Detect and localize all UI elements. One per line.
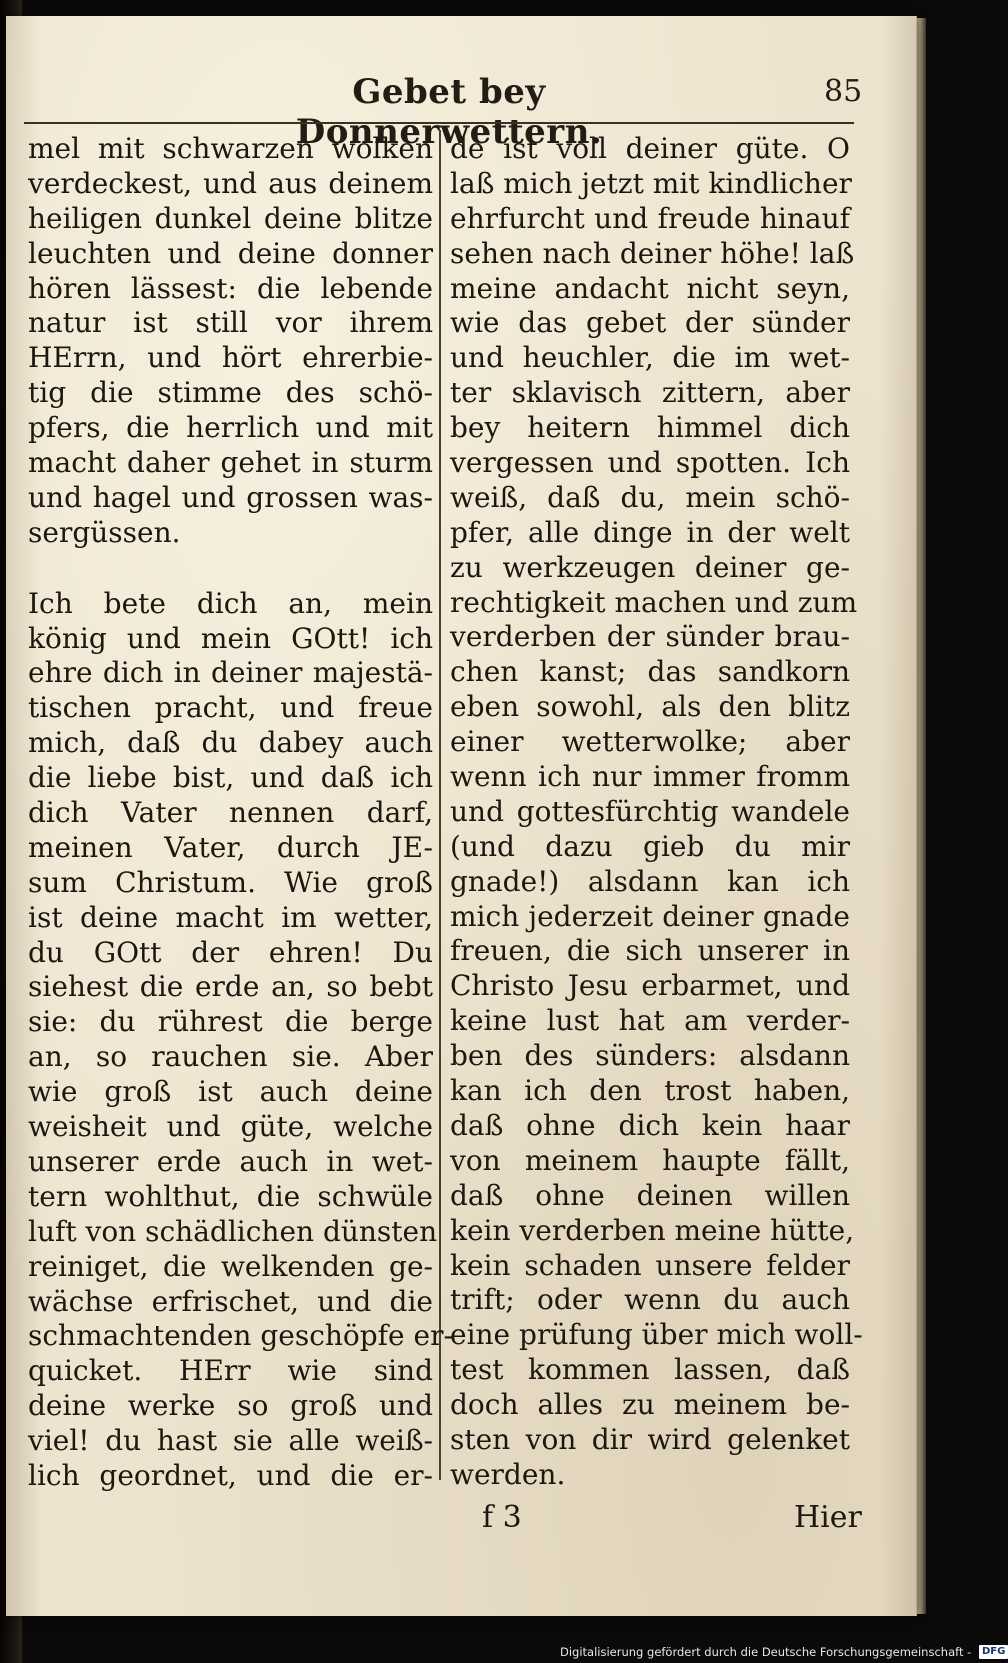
text-line: wenn ich nur immer fromm	[450, 760, 850, 794]
text-line: (und dazu gieb du mir	[450, 829, 850, 863]
text-line: vergessen und spotten. Ich	[450, 446, 850, 480]
text-line: leuchten und deine donner	[28, 236, 433, 270]
text-line: wächse erfrischet, und die	[28, 1284, 433, 1318]
text-line: daß ohne dich kein haar	[450, 1108, 850, 1142]
signature-mark: f 3	[482, 1500, 522, 1535]
text-line: siehest die erde an, so bebt	[28, 970, 433, 1004]
text-line: und hagel und grossen was-	[28, 480, 433, 514]
text-line: ehre dich in deiner majestä-	[28, 656, 433, 690]
column-divider	[439, 130, 441, 1480]
text-line: deine werke so groß und	[28, 1389, 433, 1423]
text-line: chen kanst; das sandkorn	[450, 655, 850, 689]
text-line: kein schaden unsere felder	[450, 1248, 850, 1282]
text-line: schmachtenden geschöpfe er-	[28, 1319, 453, 1353]
text-line: test kommen lassen, daß	[450, 1353, 850, 1387]
paragraph-2	[28, 586, 453, 1494]
catchword: Hier	[794, 1500, 862, 1535]
text-line: viel! du hast sie alle weiß-	[28, 1424, 433, 1458]
text-line: luft von schädlichen dünsten	[28, 1214, 438, 1248]
digitization-credit	[560, 1644, 1006, 1661]
text-line: sergüssen.	[28, 515, 181, 549]
paragraph-gap	[28, 551, 433, 587]
text-line: weisheit und güte, welche	[28, 1110, 433, 1144]
text-line: gnade!) alsdann kan ich	[450, 864, 850, 898]
dfg-logo-icon: DFG	[979, 1645, 1008, 1659]
text-line: rechtigkeit machen und zum	[450, 585, 858, 619]
text-line: bey heitern himmel dich	[450, 411, 850, 445]
text-line: ist deine macht im wetter,	[28, 900, 433, 934]
text-line: und gottesfürchtig wandele	[450, 794, 850, 828]
text-line: hören lässest: die lebende	[28, 271, 433, 305]
text-line: sie: du rührest die berge	[28, 1005, 433, 1039]
text-line: von meinem haupte fällt,	[450, 1143, 850, 1177]
text-line: zu werkzeugen deiner ge-	[450, 550, 850, 584]
text-line: de ist voll deiner güte. O	[450, 132, 850, 165]
page-number: 85	[824, 74, 863, 109]
text-line: du GOtt der ehren! Du	[28, 935, 433, 969]
text-line: laß mich jetzt mit kindlicher	[450, 166, 852, 200]
text-line: sehen nach deiner höhe! laß	[450, 236, 855, 270]
header-rule	[24, 122, 854, 124]
left-column	[28, 132, 453, 1494]
text-line: trift; oder wenn du auch	[450, 1283, 850, 1317]
text-line: ter sklavisch zittern, aber	[450, 376, 850, 410]
text-line: wie das gebet der sünder	[450, 306, 850, 340]
text-line: tig die stimme des schö-	[28, 376, 433, 410]
text-line: die liebe bist, und daß ich	[28, 761, 433, 795]
text-line: tischen pracht, und freue	[28, 691, 433, 725]
text-line: mich jederzeit deiner gnade	[450, 899, 850, 933]
text-line: macht daher gehet in sturm	[28, 446, 433, 480]
digitization-credit-text: Digitalisierung gefördert durch die Deutsche Forschungsgemeinschaft -	[560, 1644, 972, 1659]
running-title: Gebet bey Donnerwettern.	[295, 72, 603, 152]
paragraph-1	[28, 132, 433, 551]
text-line: weiß, daß du, mein schö-	[450, 480, 850, 514]
text-line: kein verderben meine hütte,	[450, 1213, 855, 1247]
text-line: mich, daß du dabey auch	[28, 726, 433, 760]
text-line: mel mit schwarzen wolken	[28, 132, 433, 165]
text-line: ehrfurcht und freude hinauf	[450, 201, 850, 235]
text-line: meinen Vater, durch JE-	[28, 830, 433, 864]
text-line: und heuchler, die im wet-	[450, 341, 850, 375]
page-footer	[24, 1500, 894, 1550]
text-line: einer wetterwolke; aber	[450, 725, 850, 759]
text-line: ben des sünders: alsdann	[450, 1039, 850, 1073]
text-line: tern wohlthut, die schwüle	[28, 1179, 433, 1213]
text-line: könig und mein GOtt! ich	[28, 621, 433, 655]
text-line: HErrn, und hört ehrerbie-	[28, 341, 433, 375]
text-line: wie groß ist auch deine	[28, 1075, 433, 1109]
text-line: pfer, alle dinge in der welt	[450, 515, 850, 549]
text-line: verderben der sünder brau-	[450, 620, 850, 654]
text-line: daß ohne deinen willen	[450, 1178, 850, 1212]
text-line: heiligen dunkel deine blitze	[28, 201, 433, 235]
text-line: natur ist still vor ihrem	[28, 306, 433, 340]
text-line: unserer erde auch in wet-	[28, 1144, 433, 1178]
text-line: eben sowohl, als den blitz	[450, 690, 850, 724]
text-line: sten von dir wird gelenket	[450, 1422, 850, 1456]
paragraph-continued	[450, 132, 863, 1493]
text-line: an, so rauchen sie. Aber	[28, 1040, 433, 1074]
text-line: doch alles zu meinem be-	[450, 1388, 850, 1422]
text-line: eine prüfung über mich woll-	[450, 1318, 863, 1352]
text-line: kan ich den trost haben,	[450, 1074, 850, 1108]
text-line: pfers, die herrlich und mit	[28, 411, 433, 445]
text-line: Christo Jesu erbarmet, und	[450, 969, 850, 1003]
text-line: werden.	[450, 1457, 566, 1491]
text-line: sum Christum. Wie groß	[28, 865, 433, 899]
text-line: Ich bete dich an, mein	[28, 586, 433, 620]
right-column	[450, 132, 863, 1493]
text-line: reiniget, die welkenden ge-	[28, 1249, 433, 1283]
text-line: keine lust hat am verder-	[450, 1004, 850, 1038]
text-line: freuen, die sich unserer in	[450, 934, 850, 968]
text-line: lich geordnet, und die er-	[28, 1458, 433, 1492]
text-line: quicket. HErr wie sind	[28, 1354, 433, 1388]
text-line: verdeckest, und aus deinem	[28, 166, 433, 200]
text-line: meine andacht nicht seyn,	[450, 271, 850, 305]
text-line: dich Vater nennen darf,	[28, 796, 433, 830]
